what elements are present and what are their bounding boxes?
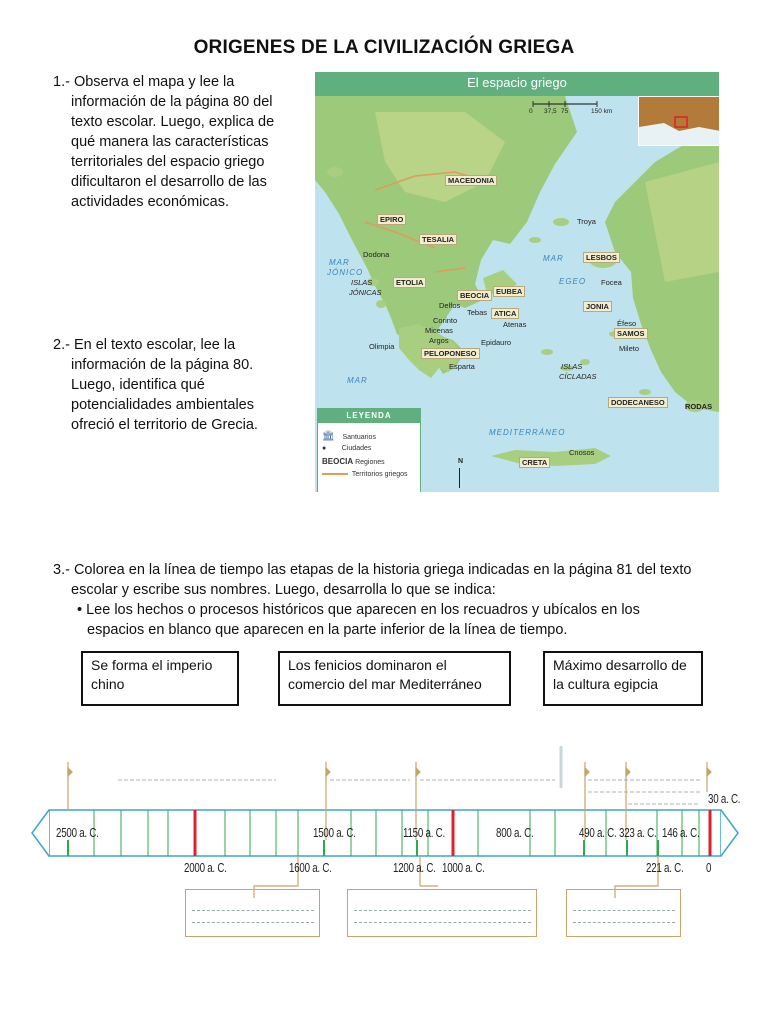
islands-label: ISLAS (351, 278, 373, 287)
question-1 (53, 72, 293, 212)
timeline-label: 30 a. C. (708, 792, 741, 806)
islands-label: ISLAS (561, 362, 583, 371)
city-label: Cnosos (569, 448, 595, 457)
inset-svg (639, 97, 719, 145)
fact-box-egipto: Máximo desarrollo de la cultura egipcia (543, 651, 703, 706)
fact-box-china: Se forma el imperio chino (81, 651, 239, 706)
sea-label: MAR (543, 254, 564, 263)
question-2 (53, 335, 293, 435)
timeline-label: 1600 a. C. (289, 861, 332, 875)
city-label: Mileto (619, 344, 640, 353)
region-label: SAMOS (614, 328, 648, 339)
legend-item-ciudades (322, 445, 371, 452)
timeline-label: 1500 a. C. (313, 826, 356, 840)
city-label: Troya (577, 217, 596, 226)
question-3-bullet: espacios en blanco que aparecen en la parte inferior de la línea de tiempo. (87, 622, 568, 638)
scale-label: 0 (529, 108, 533, 115)
map-header (315, 72, 719, 96)
timeline-label: 0 (706, 861, 712, 875)
sea-label: MEDITERRÁNEO (489, 428, 566, 437)
region-label: EUBEA (493, 286, 525, 297)
question-1-line: Observa el mapa y lee la (73, 74, 235, 90)
region-label: JONIA (583, 301, 612, 312)
scale-label: 150 km (591, 108, 613, 115)
temple-icon: 🏛 (322, 431, 335, 442)
north-label: N (458, 458, 464, 465)
answer-lines-top (118, 780, 700, 804)
question-2-line: ofreció el territorio de Grecia. (71, 417, 258, 433)
question-1-line: dificultaron el desarrollo de las (71, 174, 267, 190)
answer-line (354, 910, 531, 911)
city-label: Tebas (467, 308, 488, 317)
question-3 (53, 560, 753, 640)
scale-label: 37,5 (544, 108, 557, 115)
scale-label: 75 (561, 108, 569, 115)
region-label: EPIRO (377, 214, 406, 225)
timeline-label: 1000 a. C. (442, 861, 485, 875)
islands-label: JÓNICAS (349, 288, 382, 297)
legend-label: Santuarios (342, 434, 376, 441)
orange-line-icon (322, 473, 348, 475)
region-label: CRETA (519, 457, 550, 468)
timeline-label: 323 a. C. (619, 826, 657, 840)
region-label: RODAS (685, 402, 713, 411)
timeline-right-arrow (721, 810, 738, 856)
region-label: PELOPONESO (421, 348, 480, 359)
islands-label: CÍCLADAS (559, 372, 597, 381)
timeline-label: 800 a. C. (496, 826, 534, 840)
answer-line (192, 922, 314, 923)
timeline-left-arrow (32, 810, 49, 856)
question-1-line: qué manera las características (71, 134, 269, 150)
city-label: Focea (601, 278, 622, 287)
page-title: ORIGENES DE LA CIVILIZACIÓN GRIEGA (193, 37, 575, 58)
legend-item-territorios (322, 471, 408, 478)
timeline-label: 146 a. C. (662, 826, 700, 840)
city-label: Corinto (433, 316, 458, 325)
region-label: LESBOS (583, 252, 620, 263)
city-label: Olimpia (369, 342, 395, 351)
city-label: Delfos (439, 301, 461, 310)
answer-box-3[interactable] (566, 889, 681, 937)
map-inset (638, 96, 719, 146)
question-2-line: potencialidades ambientales (71, 397, 254, 413)
question-3-line: escolar y escribe sus nombres. Luego, desarrolla lo que se indica: (71, 582, 496, 598)
region-label: TESALIA (419, 234, 457, 245)
legend-label: Ciudades (341, 445, 372, 452)
region-label: ETOLIA (393, 277, 426, 288)
region-label: MACEDONIA (445, 175, 497, 186)
question-1-line: territoriales del espacio griego (71, 154, 265, 170)
question-1-line: información de la página 80 del (71, 94, 273, 110)
city-label: Éfeso (617, 319, 637, 328)
timeline-label: 221 a. C. (646, 861, 684, 875)
city-label: Atenas (503, 320, 527, 329)
timeline-label: 2500 a. C. (56, 826, 99, 840)
city-label: Epidauro (481, 338, 512, 347)
question-2-line: información de la página 80. (71, 357, 254, 373)
question-1-line: texto escolar. Luego, explica de (71, 114, 275, 130)
city-label: Micenas (425, 326, 453, 335)
legend-title: LEYENDA (318, 409, 420, 423)
answer-line (354, 922, 531, 923)
sea-label: MAR (329, 258, 350, 267)
answer-box-2[interactable] (347, 889, 537, 937)
map-legend (317, 408, 421, 492)
legend-item-regiones (322, 457, 385, 466)
legend-item-santuarios (322, 431, 376, 442)
question-1-number: 1.- (53, 74, 70, 90)
sea-label: EGEO (559, 277, 587, 286)
region-label: DODECANESO (608, 397, 668, 408)
timeline-label: 1150 a. C. (403, 826, 445, 840)
north-arrow-icon (459, 468, 460, 488)
timeline-label: 1200 a. C. (393, 861, 436, 875)
legend-label: Regiones (355, 459, 385, 466)
question-2-number: 2.- (53, 337, 70, 353)
question-2-line: En el texto escolar, lee la (73, 337, 236, 353)
answer-box-1[interactable] (185, 889, 320, 937)
question-2-line: Luego, identifica qué (71, 377, 205, 393)
sea-label: JÓNICO (327, 268, 364, 277)
greek-space-map (315, 72, 719, 492)
sea-label: MAR (347, 376, 368, 385)
city-label: Argos (429, 336, 449, 345)
timeline-label: 2000 a. C. (184, 861, 227, 875)
timeline-label: 490 a. C. (579, 826, 617, 840)
question-3-line: 3.- Colorea en la línea de tiempo las etapas de la historia griega indicadas en la página 81 del texto (53, 562, 692, 578)
question-3-bullet: • Lee los hechos o procesos históricos que aparecen en los recuadros y ubícalos en los (77, 602, 640, 618)
legend-label: Territorios griegos (351, 471, 408, 478)
region-label: BEOCIA (457, 290, 492, 301)
question-1-line: actividades económicas. (71, 194, 229, 210)
legend-region-sample: BEOCIA (322, 457, 354, 466)
answer-line (573, 922, 675, 923)
fact-box-fenicios: Los fenicios dominaron el comercio del mar Mediterráneo (278, 651, 511, 706)
dot-icon: ● (322, 445, 327, 452)
city-label: Esparta (449, 362, 475, 371)
answer-line (573, 910, 675, 911)
city-label: Dodona (363, 250, 390, 259)
region-label: ATICA (491, 308, 519, 319)
map-title: El espacio griego (467, 75, 567, 90)
answer-line (192, 910, 314, 911)
